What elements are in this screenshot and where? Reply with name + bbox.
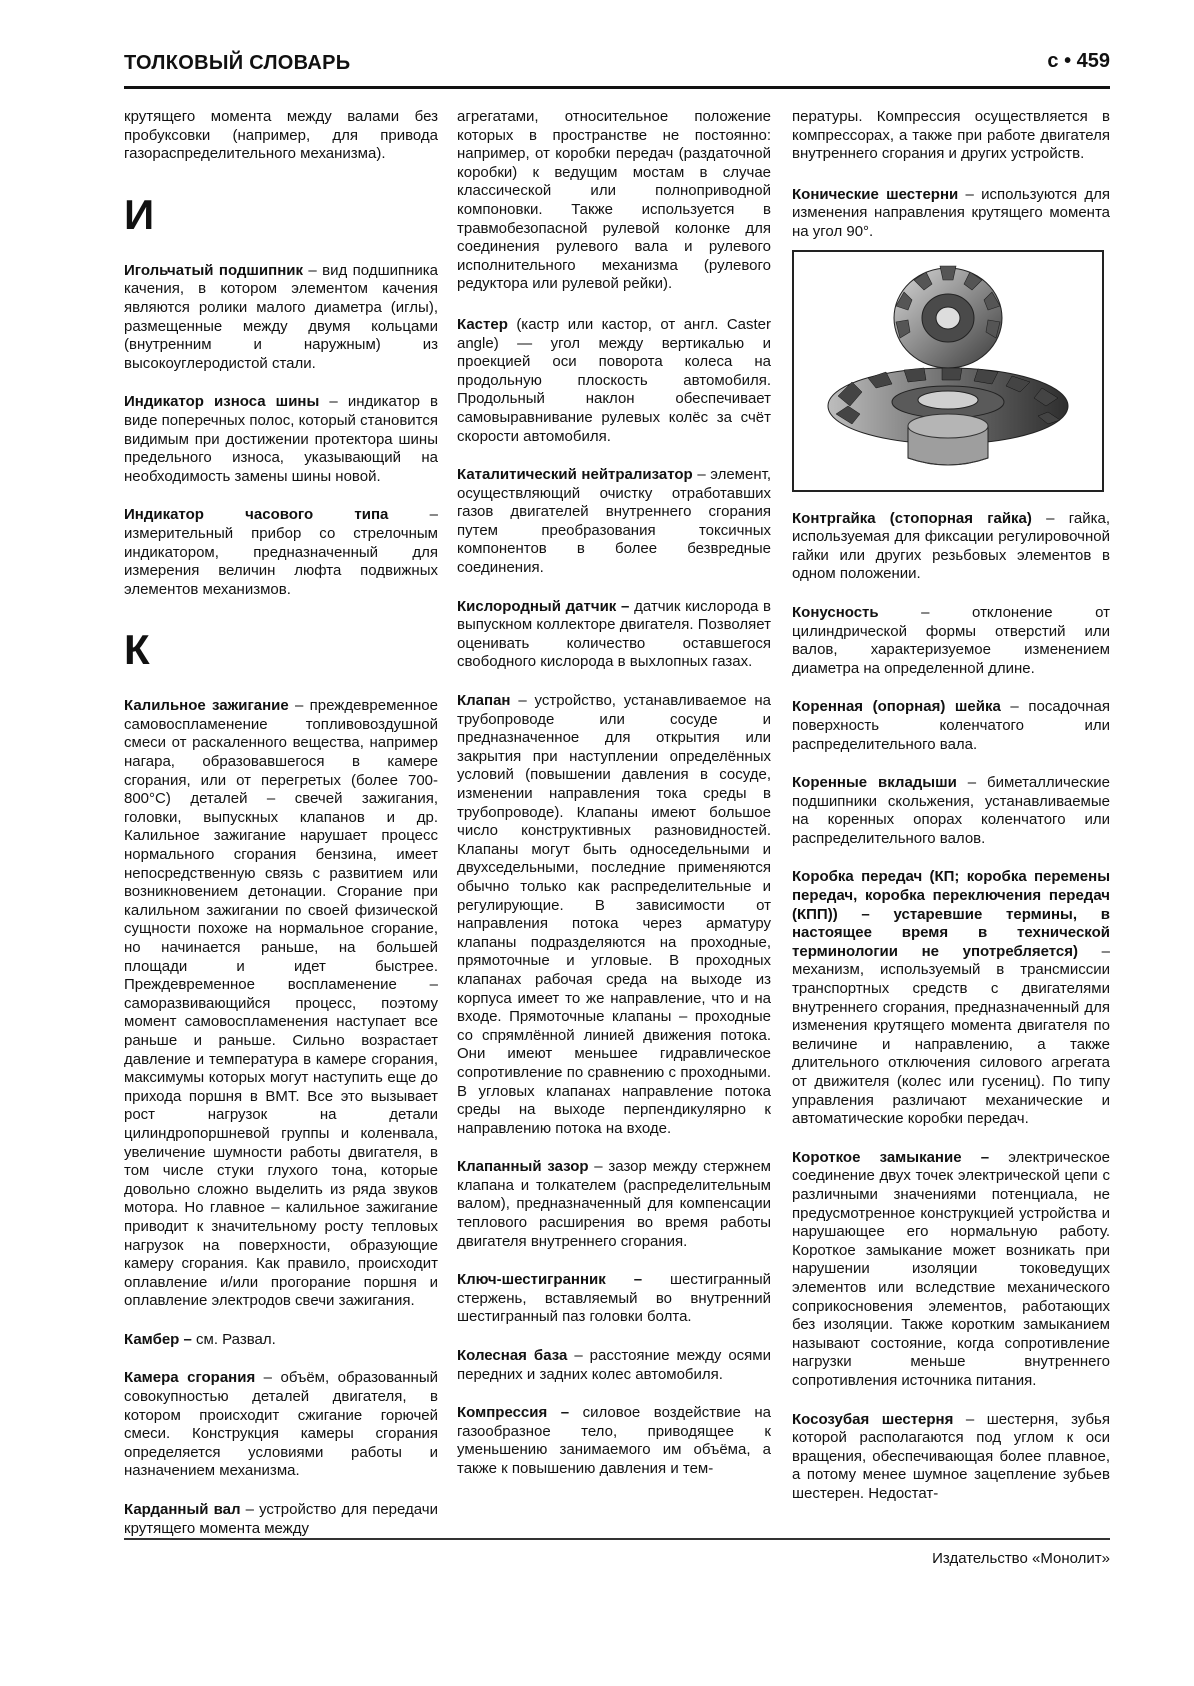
dictionary-entry — [457, 598, 771, 672]
dictionary-entry — [124, 506, 438, 599]
entry-term: Игольчатый подшипник — [124, 261, 304, 279]
entry-term: Клапанный зазор — [457, 1158, 589, 1176]
pinion-gear — [894, 266, 1002, 368]
entry-text: силовое воздействие на газообразное тело, приводящее к уменьшению занимаемого им объёма, а также к повышению давления и тем- — [457, 1404, 771, 1477]
entry-text: – посадочная поверхность коленчатого или распределительного вала. — [792, 698, 1110, 753]
entry-text: – механизм, используемый в трансмиссии транспортных средств с двигателями внутреннего сгорания, предназначенный для изменения крутящего момента двигателя по величине и направлению, а также длительного отключения силового агрегата от движителя (колес или гусениц). По типу управления различают механические и автоматические коробки передач. — [792, 942, 1110, 1128]
entry-text: – шестерня, зубья которой располагаются под углом к оси вращения, обеспечивающая более плавное, а потому менее шумное зацепление зубьев шестерен. Недостат- — [792, 1410, 1110, 1502]
entry-text: – объём, образованный совокупностью деталей двигателя, в котором происходит сжигание горючей смеси. Конструкция камеры сгорания определяется условиями работы и назначением механизма. — [124, 1369, 438, 1480]
entry-term: Калильное зажигание — [124, 697, 289, 715]
entry-term: Компрессия – — [457, 1404, 570, 1422]
entry-term: Коренная (опорная) шейка — [792, 698, 1001, 716]
entry-term: Конусность — [792, 603, 879, 621]
entry-term: Контргайка (стопорная гайка) — [792, 509, 1032, 527]
column-2 — [457, 108, 771, 1499]
entry-term: Индикатор износа шины — [124, 393, 320, 411]
entry-text: – вид подшипника качения, в котором элементом качения являются ролики малого диаметра (иглы), размещенные между двумя кольцами (внутренним и наружным) из высокоуглеродистой стали. — [124, 261, 438, 372]
dictionary-entry — [124, 1501, 438, 1538]
entry-text: – зазор между стержнем клапана и толкателем (распределительным валом), предназначенный для компенсации теплового расширения во время работы двигателя внутреннего сгорания. — [457, 1158, 771, 1250]
dictionary-entry — [792, 1149, 1110, 1391]
entry-text: – биметаллические подшипники скольжения, устанавливаемые на коренных опорах коленчатого или распределительного валов. — [792, 774, 1110, 847]
ring-gear — [828, 368, 1068, 465]
entry-term: Карданный вал — [124, 1501, 241, 1519]
entry-text: – гайка, используемая для фиксации регулировочной гайки или других резьбовых элементов в одном положении. — [792, 509, 1110, 583]
entry-text: – расстояние между осями передних и задних колес автомобиля. — [457, 1347, 771, 1383]
bevel-gears-figure — [792, 250, 1104, 492]
entry-text: – отклонение от цилиндрической формы отверстий или валов, характеризуемое изменением диаметра на определенной длине. — [792, 603, 1110, 677]
entry-term: Кислородный датчик – — [457, 597, 630, 615]
dictionary-entry — [792, 186, 1110, 242]
entry-term: Ключ-шестигранник – — [457, 1271, 643, 1289]
running-title: ТОЛКОВЫЙ СЛОВАРЬ — [124, 52, 351, 74]
continuation-text: крутящего момента между валами без пробуксовки (например, для привода газораспределительного механизма). — [124, 108, 438, 163]
dictionary-entry — [457, 1158, 771, 1251]
entry-text: – устройство, устанавливаемое на трубопроводе или сосуде и предназначенное для открытия или закрытия при наступлении определённых условий (повышении давления в сосуде, изменении направления тока среды в трубопроводе). Клапаны имеют большое число конструктивных разновидностей. Клапаны могут быть односедельными и двухседельными, последние применяются обычно только как распределительные и регулирующие. В зависимости от направления потока через арматуру клапаны подразделяются на проходные, прямоточные и угловые. В проходных клапанах рабочая среда на выходе из корпуса имеет то же направление, что и на входе. Прямоточные клапаны – проходные со спрямлённой линией движения потока. Они имеют меньшее гидравлическое сопротивление по сравнению с проходными. В угловых клапанах направление потока среды на выходе перпендикулярно к направлению потока на входе. — [457, 692, 771, 1137]
section-letter-i: И — [124, 190, 155, 238]
publisher-footer: Издательство «Монолит» — [932, 1550, 1110, 1567]
dictionary-entry — [457, 466, 771, 578]
dictionary-entry — [457, 316, 771, 446]
dictionary-entry — [792, 1411, 1110, 1504]
entry-term: Колесная база — [457, 1347, 568, 1365]
entry-term: Короткое замыкание – — [792, 1148, 990, 1166]
entry-term: Камбер – — [124, 1330, 192, 1348]
entry-term: Индикатор часового типа — [124, 506, 389, 524]
dictionary-entry — [457, 1271, 771, 1327]
column-1 — [124, 108, 438, 1558]
page-number: с • 459 — [1047, 50, 1110, 72]
entry-text: (кастр или кастор, от англ. Caster angle) — угол между вертикалью и проекцией оси поворота колеса на продольную плоскость автомобиля. Продольный наклон обеспечивает самовыравнивание рулевых колёс за счёт скорости автомобиля. — [457, 315, 771, 445]
bevel-gears-illustration — [798, 256, 1098, 486]
dictionary-entry — [792, 868, 1110, 1128]
section-letter-k: К — [124, 626, 150, 674]
entry-text: – измерительный прибор со стрелочным индикатором, предназначенный для измерения величин люфта подвижных элементов механизмов. — [124, 506, 438, 598]
entry-term: Коробка передач (КП; коробка перемены передач, коробка переключения передач (КПП)) – устаревшие термины, в настоящее время в технической терминологии не употребляется) — [792, 868, 1110, 960]
entry-text: см. Развал. — [191, 1330, 276, 1348]
dictionary-entry — [457, 1347, 771, 1384]
entry-text: – индикатор в виде поперечных полос, который становится видимым при достижении протектора шины предельного износа, указывающий на необходимость замены шины новой. — [124, 393, 438, 485]
column-3 — [792, 108, 1110, 1523]
entry-term: Кастер — [457, 315, 508, 333]
entry-term: Коренные вкладыши — [792, 774, 957, 792]
entry-term: Каталитический нейтрализатор — [457, 466, 693, 484]
entry-text: электрическое соединение двух точек электрической цепи с различными значениями потенциала, не предусмотренное конструкцией устройства и нарушающее его нормальную работу. Короткое замыкание может возникать при нарушении изоляции токоведущих элементов или вследствие механического соприкосновения элементов, работающих без изоляции. Также коротким замыканием называют состояние, когда сопротивление нагрузки меньше внутреннего сопротивления источника питания. — [792, 1148, 1111, 1389]
entry-text: – элемент, осуществляющий очистку отработавших газов двигателей внутреннего сгорания путем преобразования токсичных компонентов в более безвредные соединения. — [457, 466, 771, 577]
dictionary-entry — [792, 604, 1110, 678]
entry-text: шестигранный стержень, вставляемый во внутренний шестигранный паз головки болта. — [457, 1271, 771, 1326]
dictionary-entry — [792, 698, 1110, 754]
entry-text: – устройство для передачи крутящего момента между — [124, 1501, 438, 1537]
entry-text: датчик кислорода в выпускном коллекторе двигателя. Позволяет оценивать количество оставшегося свободного кислорода в выхлопных газах. — [457, 597, 771, 671]
dictionary-entry — [124, 262, 438, 374]
dictionary-entry — [457, 692, 771, 1138]
entry-text: – используются для изменения направления крутящего момента на угол 90°. — [792, 185, 1111, 240]
dictionary-entry — [792, 774, 1110, 848]
dictionary-entry — [124, 697, 438, 1311]
entry-term: Камера сгорания — [124, 1369, 256, 1387]
continuation-text: пературы. Компрессия осуществляется в компрессорах, а также при работе двигателя внутреннего сгорания и других устройств. — [792, 108, 1110, 163]
continuation-text: агрегатами, относительное положение которых в пространстве не постоянно: например, от коробки передач (раздаточной коробки) к ведущим мостам в случае классической или полноприводной компоновки. Также используется в травмобезопасной рулевой колонке для соединения рулевого вала и рулевого исполнительного механизма (рулевого редуктора или рулевой рейки). — [457, 108, 771, 293]
footer-rule — [124, 1538, 1110, 1540]
entry-term: Косозубая шестерня — [792, 1410, 954, 1428]
entry-term: Клапан — [457, 692, 511, 710]
dictionary-entry — [792, 510, 1110, 584]
entry-term: Конические шестерни — [792, 185, 959, 203]
entry-text: – преждевременное самовоспламенение топливовоздушной смеси от раскаленного вещества, например нагара, образовавшегося в камере сгорания, или от перегретых (более 700-800°C) деталей – свечей зажигания, головки, выпускных клапанов и др. Калильное зажигание нарушает процесс нормального сгорания бензина, имеет непосредственную связь с развитием или возникновением детонации. Сгорание при калильном зажигании по своей физической сущности похоже на нормальное сгорание, но начинается раньше, на большей площади и идет быстрее. Преждевременное воспламенение – саморазвивающийся процесс, поэтому момент самовоспламенения наступает все раньше и раньше. Сильно возрастает давление и температура в камере сгорания, максимумы которых могут наступить еще до прихода поршня в ВМТ. Все это вызывает рост нагрузок на детали цилиндропоршневой группы и коленвала, увеличение шумности работы двигателя, в том числе стуки глухого тона, которые довольно сложно выделить из ряда звуков мотора. Но главное – калильное зажигание приводит к значительному росту тепловых нагрузок на поверхности, образующие камеру сгорания. Как правило, происходит оплавление и/или прогорание поршня и оплавление электродов свечи зажигания. — [124, 697, 438, 1310]
dictionary-entry — [457, 1404, 771, 1478]
dictionary-entry — [124, 1331, 438, 1350]
dictionary-entry — [124, 1369, 438, 1481]
dictionary-entry — [124, 393, 438, 486]
page-header — [124, 46, 1110, 89]
